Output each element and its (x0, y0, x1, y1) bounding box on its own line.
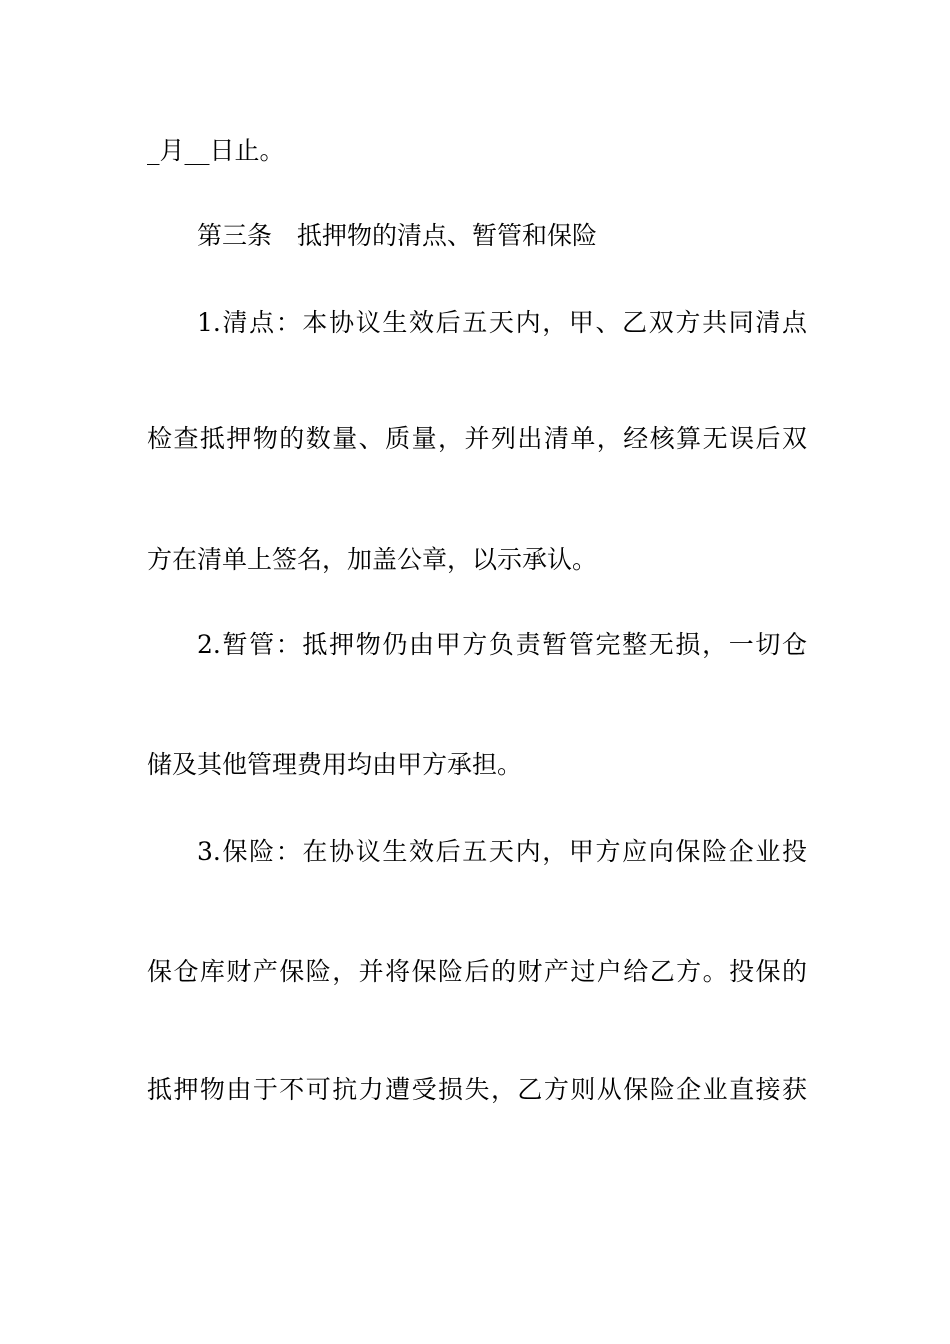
paragraph-1-line-2: 检查抵押物的数量、质量，并列出清单，经核算无误后双 (147, 424, 807, 453)
text-line-date-end: _月__日止。 (147, 136, 285, 165)
section-heading-article-3: 第三条 抵押物的清点、暂管和保险 (197, 221, 598, 250)
paragraph-3-line-1: 3.保险：在协议生效后五天内，甲方应向保险企业投 (197, 837, 807, 866)
paragraph-1-line-1: 1.清点：本协议生效后五天内，甲、乙双方共同清点 (197, 308, 807, 337)
paragraph-1-line-3: 方在清单上签名，加盖公章，以示承认。 (147, 545, 598, 574)
paragraph-3-line-3: 抵押物由于不可抗力遭受损失，乙方则从保险企业直接获 (147, 1075, 807, 1104)
paragraph-2-line-2: 储及其他管理费用均由甲方承担。 (147, 750, 523, 779)
paragraph-3-line-2: 保仓库财产保险，并将保险后的财产过户给乙方。投保的 (147, 957, 807, 986)
paragraph-2-line-1: 2.暂管：抵押物仍由甲方负责暂管完整无损，一切仓 (197, 630, 807, 659)
